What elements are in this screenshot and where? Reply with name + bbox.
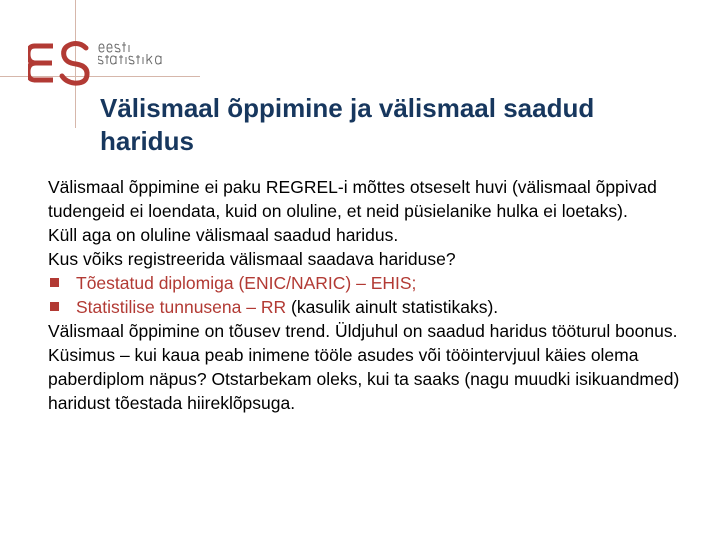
slide-title: Välismaal õppimine ja välismaal saadud haridus — [100, 93, 595, 156]
paragraph-trend: Välismaal õppimine on tõusev trend. Üldjuhul on saadud haridus tööturul boonus. Küsimus – kui kaua peab inimene tööle asudes või tööintervjuul käies olema paberdiplom näpus? Otstarbekam oleks, kui ta saaks (nagu muudki isikuandmed) haridust tõestada hiireklõpsuga. — [48, 321, 680, 413]
paragraph-foreign-education: Küll aga on oluline välismaal saadud haridus. — [48, 225, 399, 245]
bullet-text — [76, 295, 698, 319]
bullet-text — [76, 271, 698, 295]
statistics-estonia-logo-icon — [28, 36, 92, 90]
bullet-accent-text: Statistilise tunnusena – RR — [76, 297, 287, 317]
square-bullet-icon — [50, 302, 59, 311]
slide-body — [48, 175, 698, 415]
bullet-item — [48, 295, 698, 319]
bullet-item — [48, 271, 698, 295]
eesti-statistika-wordmark — [98, 42, 188, 68]
square-bullet-icon — [50, 278, 59, 287]
paragraph-question: Kus võiks registreerida välismaal saadava hariduse? — [48, 249, 456, 269]
bullet-accent-text: Tõestatud diplomiga (ENIC/NARIC) – EHIS; — [76, 273, 417, 293]
paragraph-regrel: Välismaal õppimine ei paku REGREL-i mõttes otseselt huvi (välismaal õppivad tudengeid ei loendata, kuid on oluline, et neid püsielanike hulka ei loetaks). — [48, 177, 657, 221]
bullet-rest-text: (kasulik ainult statistikaks). — [286, 297, 499, 317]
